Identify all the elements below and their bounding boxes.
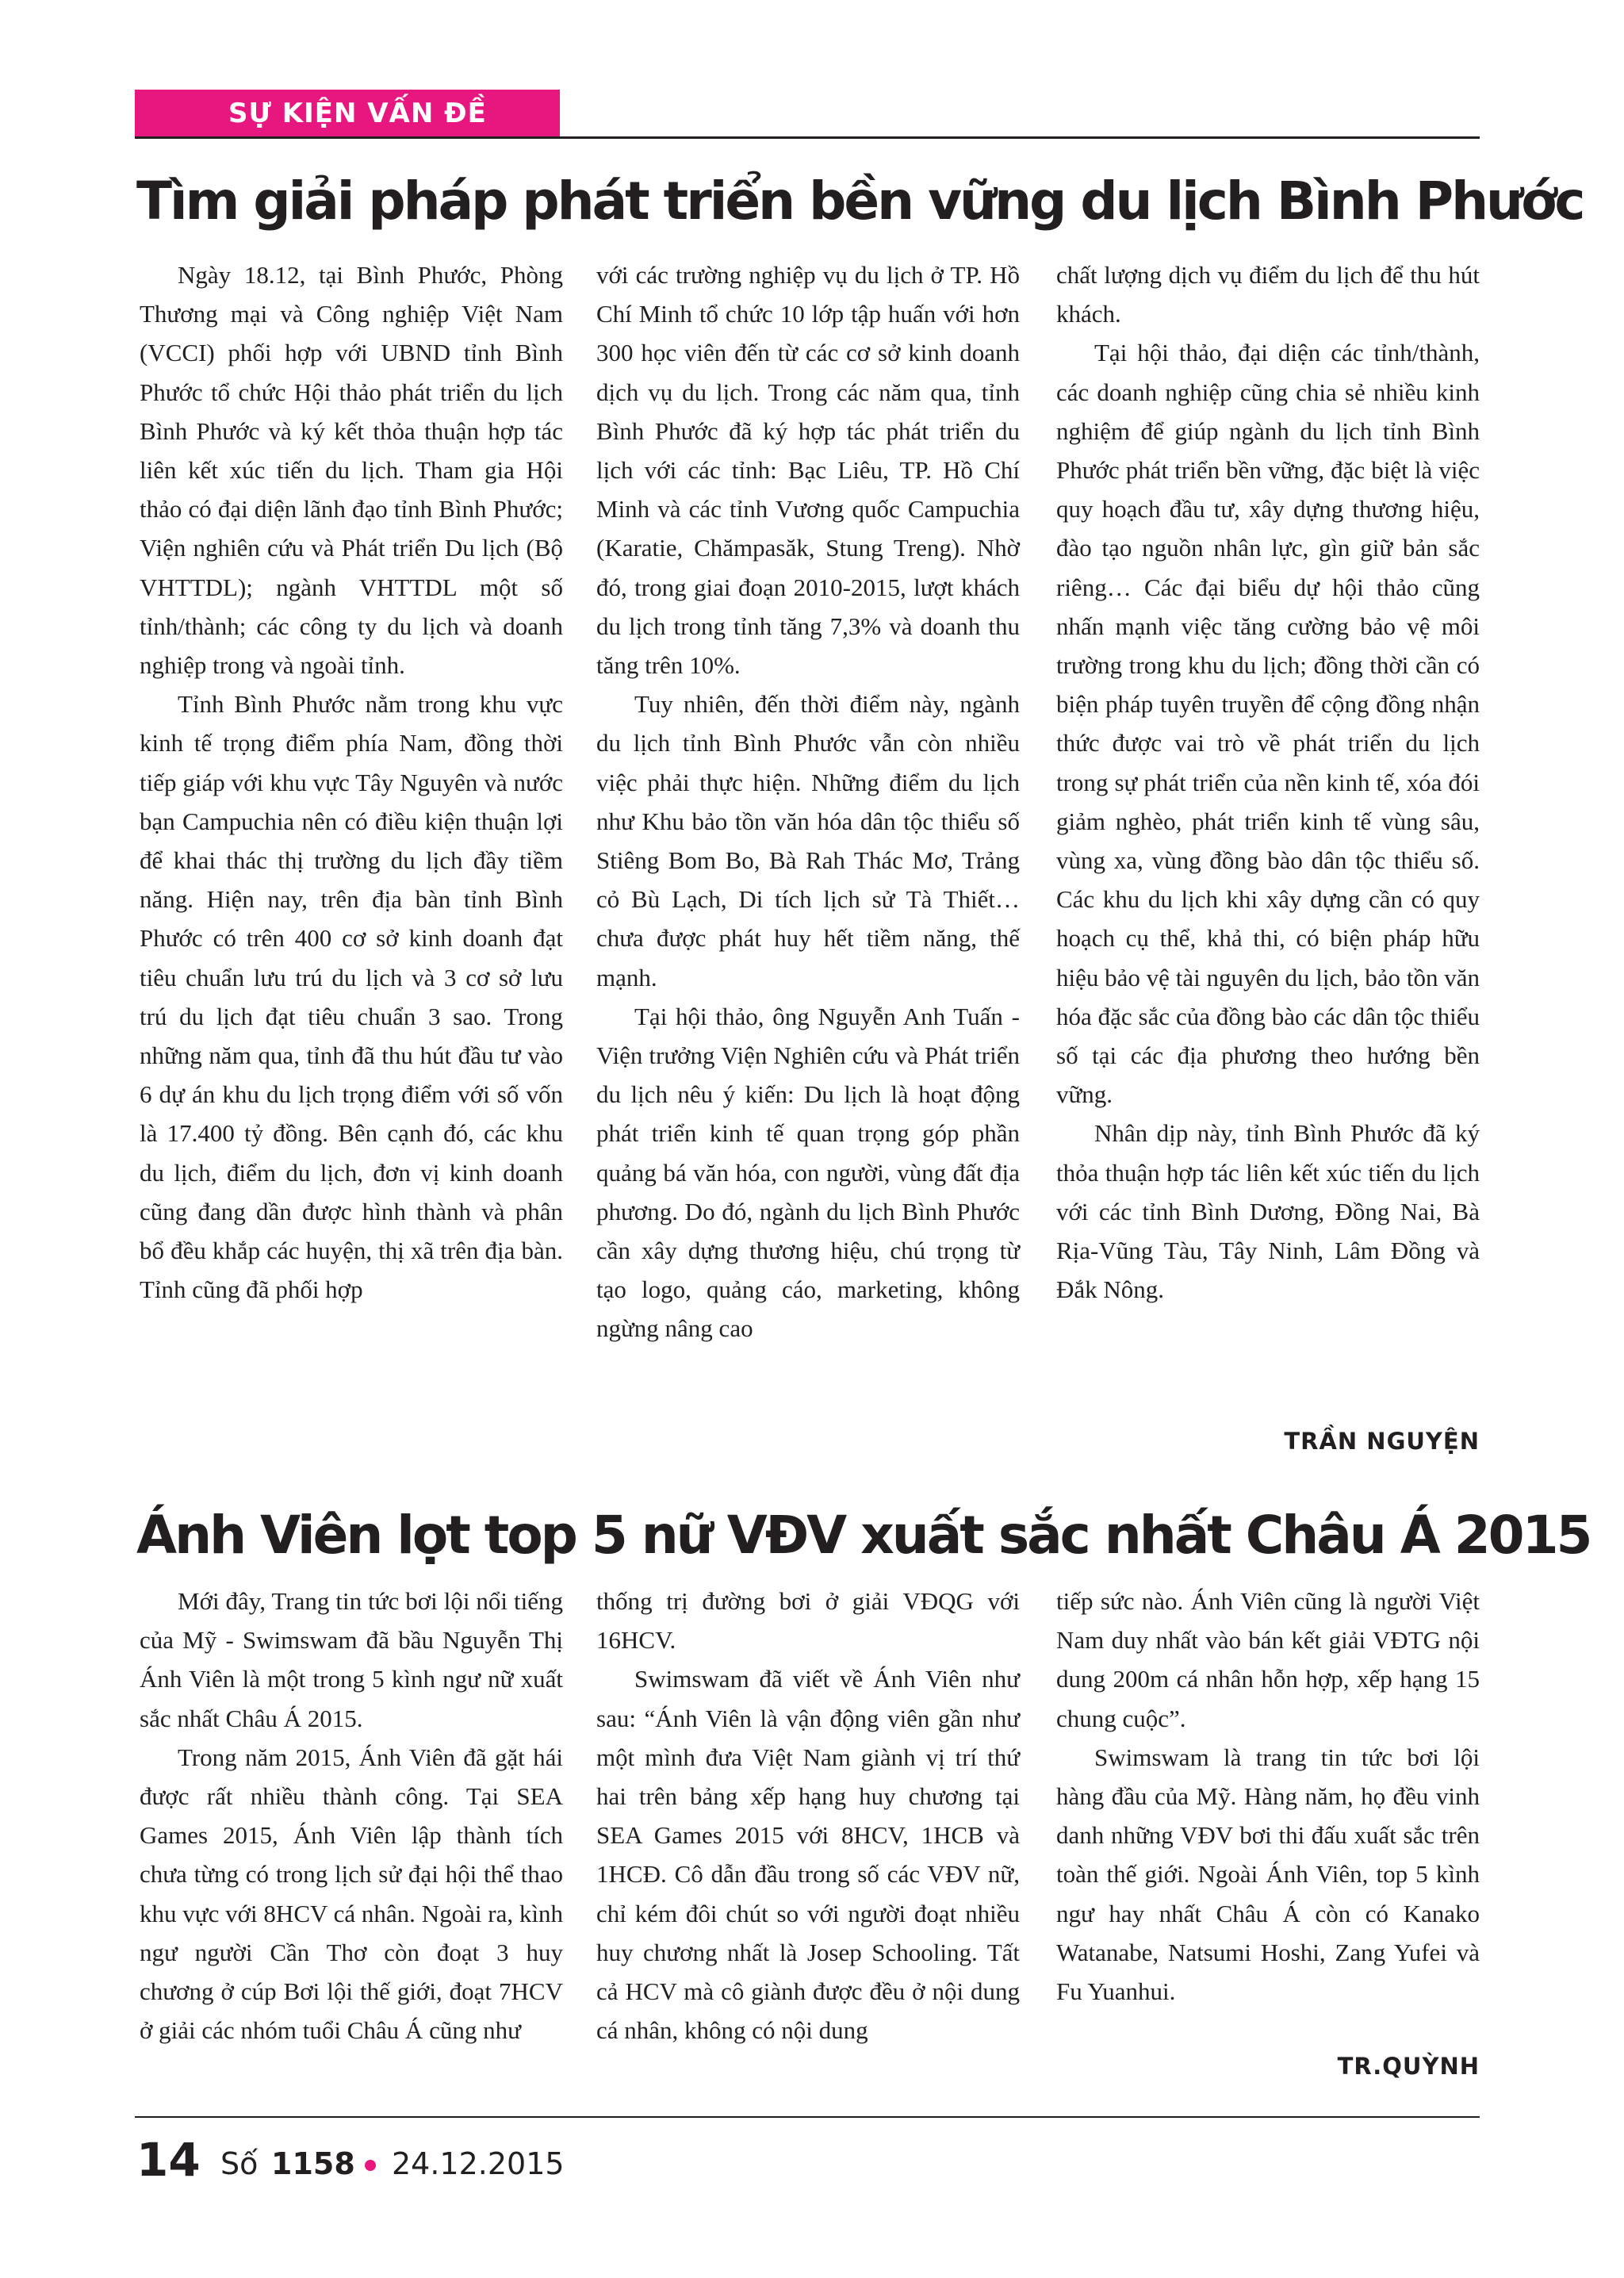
article-1-column-2 <box>596 255 1020 1348</box>
paragraph: Swimswam là trang tin tức bơi lội hàng đầu của Mỹ. Hàng năm, họ đều vinh danh những VĐV bơi thi đấu xuất sắc trên toàn thế giới. Ngoài Ánh Viên, top 5 kình ngư hay nhất Châu Á còn có Kanako Watanabe, Natsumi Hoshi, Zang Yufei và Fu Yuanhui. <box>1056 1743 1480 2006</box>
paragraph: Mới đây, Trang tin tức bơi lội nổi tiếng của Mỹ - Swimswam đã bầu Nguyễn Thị Ánh Viên là một trong 5 kình ngư nữ xuất sắc nhất Châu Á 2015. <box>140 1587 563 1732</box>
article-2-column-2 <box>596 1582 1020 2050</box>
bottom-divider <box>135 2116 1480 2118</box>
article-2-title: Ánh Viên lọt top 5 nữ VĐV xuất sắc nhất Châu Á 2015 <box>136 1505 1591 1566</box>
article-2-author: TR.QUỲNH <box>1337 2053 1480 2080</box>
paragraph: chất lượng dịch vụ điểm du lịch để thu hút khách. <box>1056 261 1480 328</box>
issue-label: Số <box>220 2146 259 2181</box>
article-2-column-3 <box>1056 1582 1480 2011</box>
section-tag: SỰ KIỆN VẤN ĐỀ <box>135 90 560 137</box>
article-1-column-3 <box>1056 255 1480 1309</box>
article-1-author: TRẦN NGUYỆN <box>1284 1428 1480 1455</box>
paragraph: Swimswam đã viết về Ánh Viên như sau: “Ánh Viên là vận động viên gần như một mình đưa Việt Nam giành vị trí thứ hai trên bảng xếp hạng huy chương tại SEA Games 2015 với 8HCV, 1HCB và 1HCĐ. Cô dẫn đầu trong số các VĐV nữ, chỉ kém đôi chút so với người đoạt nhiều huy chương nhất là Josep Schooling. Tất cả HCV mà cô giành được đều ở nội dung cá nhân, không có nội dung <box>596 1665 1020 2045</box>
paragraph: Ngày 18.12, tại Bình Phước, Phòng Thương mại và Công nghiệp Việt Nam (VCCI) phối hợp với UBND tỉnh Bình Phước tổ chức Hội thảo phát triển du lịch Bình Phước và ký kết thỏa thuận hợp tác liên kết xúc tiến du lịch. Tham gia Hội thảo có đại diện lãnh đạo tỉnh Bình Phước; Viện nghiên cứu và Phát triển Du lịch (Bộ VHTTDL); ngành VHTTDL một số tỉnh/thành; các công ty du lịch và doanh nghiệp trong và ngoài tỉnh. <box>140 261 563 680</box>
issue-date: 24.12.2015 <box>392 2146 565 2181</box>
issue-number: 1158 <box>271 2146 355 2181</box>
paragraph: Tại hội thảo, ông Nguyễn Anh Tuấn - Viện trưởng Viện Nghiên cứu và Phát triển du lịch nêu ý kiến: Du lịch là hoạt động phát triển kinh tế quan trọng góp phần quảng bá văn hóa, con người, vùng đất địa phương. Do đó, ngành du lịch Bình Phước cần xây dựng thương hiệu, chú trọng từ tạo logo, quảng cáo, marketing, không ngừng nâng cao <box>596 1002 1020 1343</box>
paragraph: Tỉnh Bình Phước nằm trong khu vực kinh tế trọng điểm phía Nam, đồng thời tiếp giáp với khu vực Tây Nguyên và nước bạn Campuchia nên có điều kiện thuận lợi để khai thác thị trường du lịch đầy tiềm năng. Hiện nay, trên địa bàn tỉnh Bình Phước có trên 400 cơ sở kinh doanh đạt tiêu chuẩn lưu trú du lịch và 3 cơ sở lưu trú du lịch đạt tiêu chuẩn 3 sao. Trong những năm qua, tỉnh đã thu hút đầu tư vào 6 dự án khu du lịch trọng điểm với số vốn là 17.400 tỷ đồng. Bên cạnh đó, các khu du lịch, điểm du lịch, đơn vị kinh doanh cũng đang dần được hình thành và phân bổ đều khắp các huyện, thị xã trên địa bàn. Tỉnh cũng đã phối hợp <box>140 690 563 1304</box>
paragraph: thống trị đường bơi ở giải VĐQG với 16HCV. <box>596 1587 1020 1655</box>
bullet-dot-icon <box>365 2160 376 2171</box>
paragraph: Trong năm 2015, Ánh Viên đã gặt hái được rất nhiều thành công. Tại SEA Games 2015, Ánh Viên lập thành tích chưa từng có trong lịch sử đại hội thể thao khu vực với 8HCV cá nhân. Ngoài ra, kình ngư người Cần Thơ còn đoạt 3 huy chương ở cúp Bơi lội thế giới, đoạt 7HCV ở giải các nhóm tuổi Châu Á cũng như <box>140 1743 563 2045</box>
top-divider <box>135 136 1480 139</box>
paragraph: Tuy nhiên, đến thời điểm này, ngành du lịch tỉnh Bình Phước vẫn còn nhiều việc phải thực hiện. Những điểm du lịch như Khu bảo tồn văn hóa dân tộc thiểu số Stiêng Bom Bo, Bà Rah Thác Mơ, Trảng cỏ Bù Lạch, Di tích lịch sử Tà Thiết… chưa được phát huy hết tiềm năng, thế mạnh. <box>596 690 1020 991</box>
article-1-title: Tìm giải pháp phát triển bền vững du lịch Bình Phước <box>136 171 1584 232</box>
article-1-column-1 <box>140 255 563 1309</box>
page-number: 14 <box>136 2133 201 2187</box>
article-2-column-1 <box>140 1582 563 2050</box>
paragraph: tiếp sức nào. Ánh Viên cũng là người Việt Nam duy nhất vào bán kết giải VĐTG nội dung 200m cá nhân hỗn hợp, xếp hạng 15 chung cuộc”. <box>1056 1587 1480 1732</box>
paragraph: với các trường nghiệp vụ du lịch ở TP. Hồ Chí Minh tổ chức 10 lớp tập huấn với hơn 300 học viên đến từ các cơ sở kinh doanh dịch vụ du lịch. Trong các năm qua, tỉnh Bình Phước đã ký hợp tác phát triển du lịch với các tỉnh: Bạc Liêu, TP. Hồ Chí Minh và các tỉnh Vương quốc Campuchia (Karatie, Chămpasăk, Stung Treng). Nhờ đó, trong giai đoạn 2010-2015, lượt khách du lịch trong tỉnh tăng 7,3% và doanh thu tăng trên 10%. <box>596 261 1020 680</box>
paragraph: Tại hội thảo, đại diện các tỉnh/thành, các doanh nghiệp cũng chia sẻ nhiều kinh nghiệm để giúp ngành du lịch tỉnh Bình Phước phát triển bền vững, đặc biệt là việc quy hoạch đầu tư, xây dựng thương hiệu, đào tạo nguồn nhân lực, gìn giữ bản sắc riêng… Các đại biểu dự hội thảo cũng nhấn mạnh việc tăng cường bảo vệ môi trường trong khu du lịch; đồng thời cần có biện pháp tuyên truyền để cộng đồng nhận thức được vai trò về phát triển du lịch trong sự phát triển của nền kinh tế, xóa đói giảm nghèo, phát triển kinh tế vùng sâu, vùng xa, vùng đồng bào dân tộc thiểu số. Các khu du lịch khi xây dựng cần có quy hoạch cụ thể, khả thi, có biện pháp hữu hiệu bảo vệ tài nguyên du lịch, bảo tồn văn hóa đặc sắc của đồng bào các dân tộc thiểu số tại các địa phương theo hướng bền vững. <box>1056 339 1480 1109</box>
paragraph: Nhân dịp này, tỉnh Bình Phước đã ký thỏa thuận hợp tác liên kết xúc tiến du lịch với các tỉnh Bình Dương, Đồng Nai, Bà Rịa-Vũng Tàu, Tây Ninh, Lâm Đồng và Đắk Nông. <box>1056 1119 1480 1304</box>
